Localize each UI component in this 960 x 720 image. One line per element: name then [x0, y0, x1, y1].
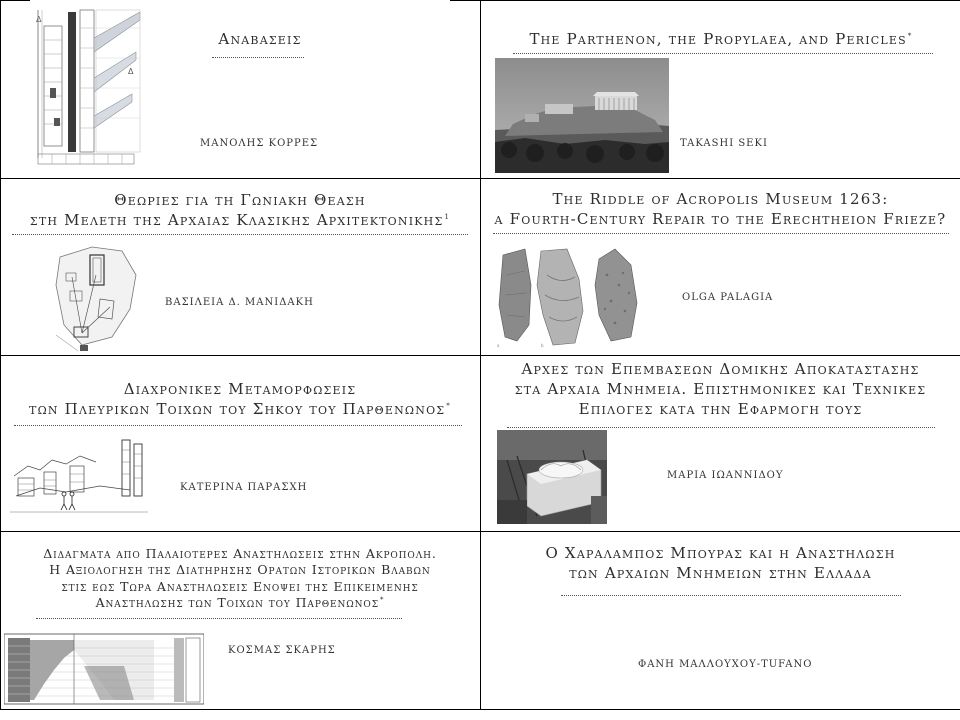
svg-text:a: a	[497, 343, 500, 348]
dotted-rule	[507, 427, 935, 428]
dotted-rule	[212, 57, 304, 58]
article-author: TAKASHI SEKI	[680, 138, 768, 149]
title-line: Αναστηλωσης των Τοιχων του Παρθενωνος	[95, 594, 379, 610]
article-author: ΒΑΣΙΛΕΙΑ Δ. ΜΑΝΙΔΑΚΗ	[165, 297, 314, 308]
title-line: Επιλογες κατα την Εφαρμογη τους	[578, 399, 863, 418]
svg-text:Δ: Δ	[36, 15, 42, 24]
wall-elevation-chart	[4, 630, 204, 706]
svg-text:b: b	[541, 343, 544, 348]
ruins-sketch-drawing	[10, 436, 148, 514]
article-card-korres[interactable]	[0, 0, 480, 178]
article-title	[0, 380, 480, 420]
article-title	[501, 30, 941, 50]
footnote-marker: *	[907, 32, 913, 40]
footnote-marker: 1	[444, 212, 451, 221]
dotted-rule	[36, 618, 402, 619]
article-title	[481, 190, 960, 230]
title-line: a Fourth-Century Repair to the Erechtheion Frieze?	[494, 209, 947, 228]
restoration-workshop-photograph	[497, 430, 607, 524]
article-card-manidaki[interactable]	[0, 179, 480, 355]
article-card-mallouchou-tufano[interactable]	[481, 532, 960, 709]
dotted-rule	[14, 425, 462, 426]
frieze-fragments-photograph	[495, 245, 671, 349]
title-line: των Πλευρικων Τοιχων του Σηκου του Παρθενωνος	[29, 399, 446, 418]
article-author: OLGA PALAGIA	[682, 292, 774, 303]
dotted-rule	[493, 233, 949, 234]
title-line: The Riddle of Acropolis Museum 1263:	[552, 190, 889, 208]
title-line: Η Αξιολογηση της Διατηρησης Ορατων Ιστορικων Βλαβων	[49, 562, 431, 578]
article-title	[481, 544, 960, 584]
title-line: Διαχρονικες Μεταμορφωσεις	[123, 380, 357, 398]
dotted-rule	[513, 53, 933, 54]
title-line: στη Μελετη της Αρχαιας Κλασικης Αρχιτεκτονικης	[29, 210, 444, 229]
site-plan-drawing	[52, 245, 140, 353]
article-card-paraschi[interactable]	[0, 356, 480, 531]
article-author: ΚΟΣΜΑΣ ΣΚΑΡΗΣ	[228, 645, 336, 656]
title-line: Διδαγματα απο Παλαιοτερες Αναστηλωσεις στην Ακροπολη.	[43, 546, 437, 561]
title-line: Θεωριες για τη Γωνιακη Θεαση	[114, 191, 366, 209]
article-author: ΜΑΡΙΑ ΙΩΑΝΝΙΔΟΥ	[667, 470, 784, 481]
footnote-marker: *	[446, 401, 451, 410]
article-title	[481, 360, 960, 419]
dotted-rule	[561, 595, 901, 596]
title-line: στα Αρχαια Μνημεια. Επιστημονικες και Τεχνικες	[514, 379, 927, 398]
article-title	[0, 546, 480, 611]
title-line: Αρχες των Επεμβασεων Δομικης Αποκαταστασης	[521, 360, 920, 378]
article-card-palagia[interactable]	[481, 179, 960, 355]
dotted-rule	[12, 234, 468, 235]
title-line: The Parthenon, the Propylaea, and Pericles	[529, 30, 907, 48]
footnote-marker: *	[379, 595, 385, 604]
article-title	[190, 30, 330, 50]
article-card-ioannidou[interactable]	[481, 356, 960, 531]
bottom-border	[0, 709, 960, 710]
acropolis-photograph	[495, 58, 669, 173]
article-author: ΚΑΤΕΡΙΝΑ ΠΑΡΑΣΧΗ	[180, 482, 308, 493]
architectural-elevation-drawing	[32, 8, 150, 170]
article-author: ΜΑΝΟΛΗΣ ΚΟΡΡΕΣ	[200, 138, 319, 149]
article-card-seki[interactable]	[481, 0, 960, 178]
svg-text:Δ: Δ	[128, 67, 134, 76]
title-line: Ο Χαραλαμπος Μπουρας και η Αναστηλωση	[545, 544, 896, 562]
article-title	[0, 191, 480, 231]
title-line: στις εως Τωρα Αναστηλωσεις Ενοψει της Επικειμενης	[61, 578, 419, 594]
article-card-skaris[interactable]	[0, 532, 480, 709]
article-author: ΦΑΝΗ ΜΑΛΛΟΥΧΟΥ-TUFANO	[638, 659, 813, 670]
title-line: Αναβασεις	[218, 30, 302, 48]
title-line: των Αρχαιων Μνημειων στην Ελλαδα	[569, 563, 872, 582]
